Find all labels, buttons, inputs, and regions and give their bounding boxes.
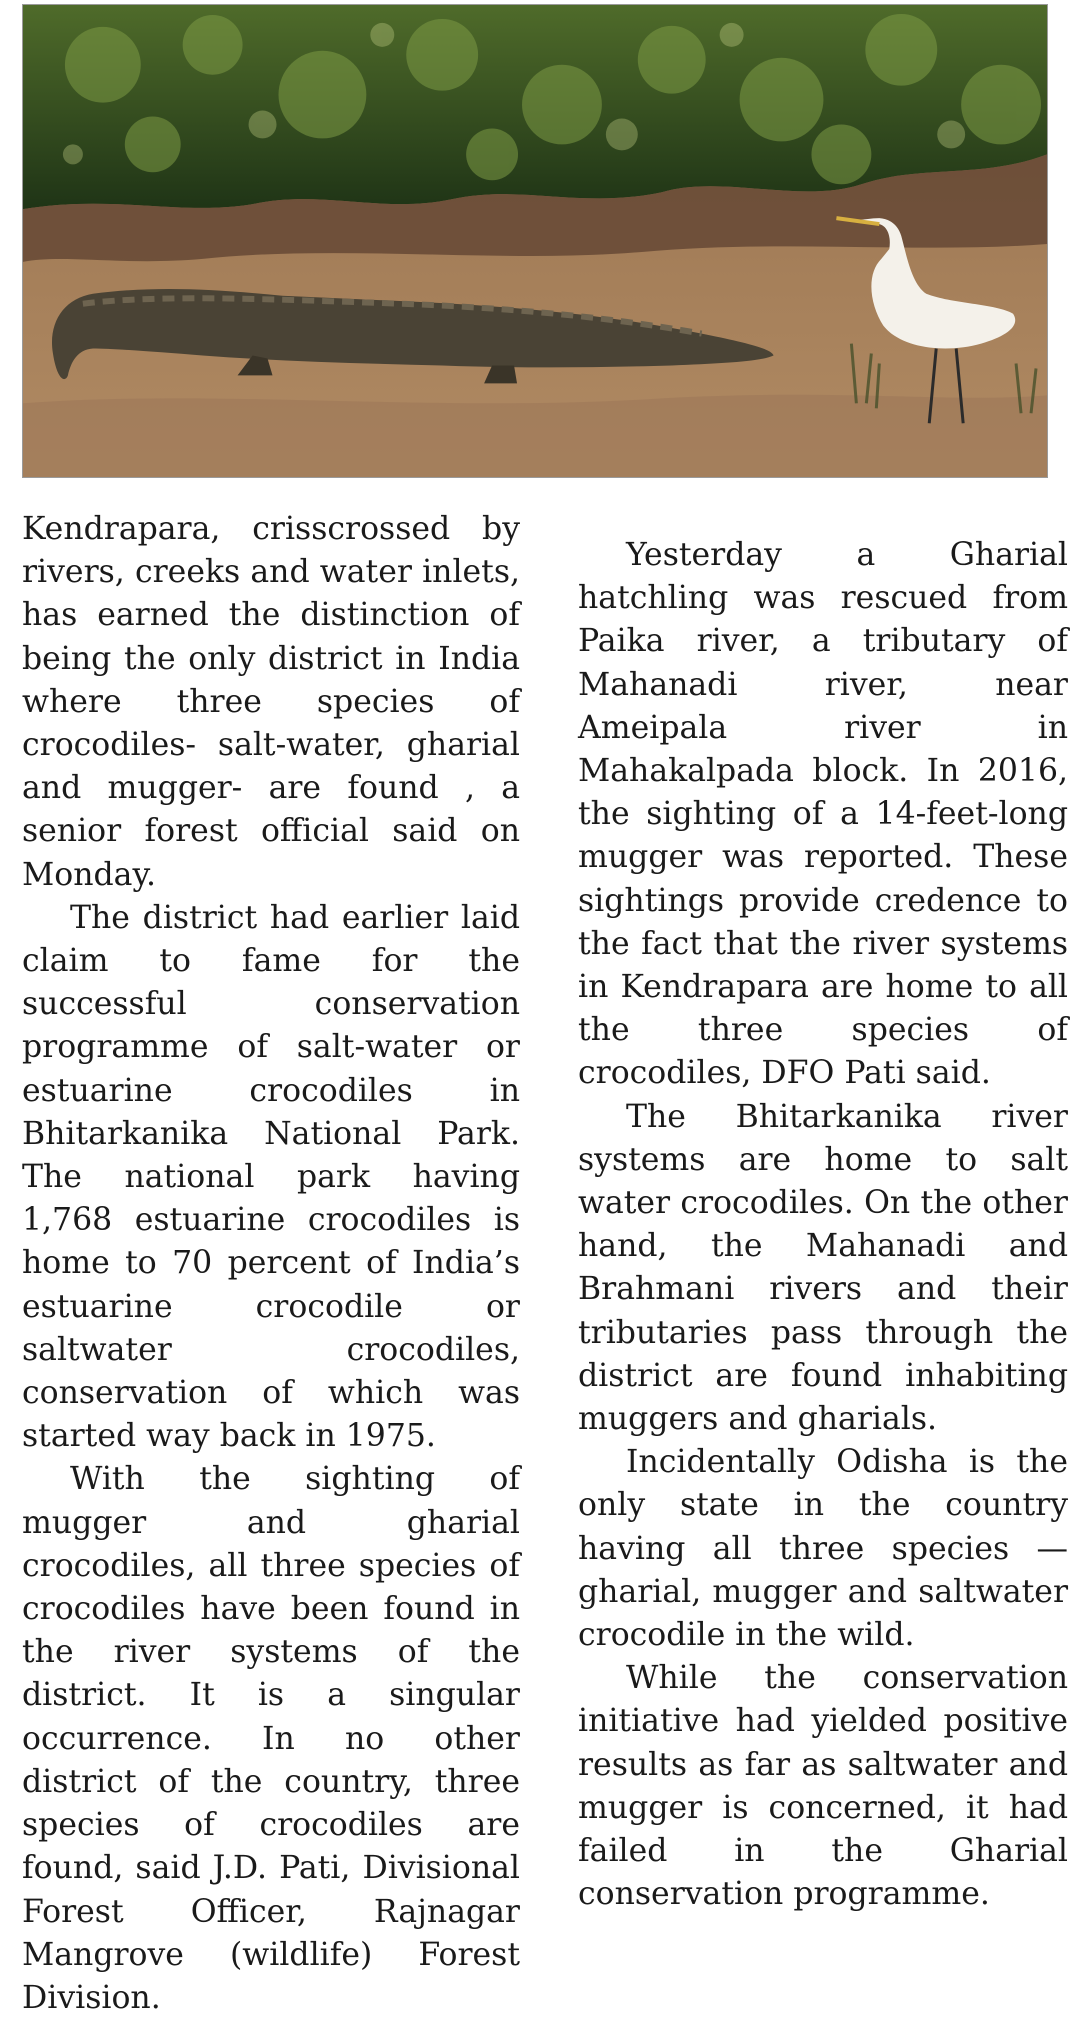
paragraph-3: With the sighting of mugger and gharial crocodiles, all three species of crocodiles have been found in the river systems of the district. It is a singular occurrence. In no other district of the country, three species of crocodiles are found, said J.D. Pati, Divisional Forest Officer, Rajnagar Mangrove (wildlife) Forest Division.: [22, 1461, 520, 2016]
paragraph-5: The Bhitarkanika river systems are home to salt water crocodiles. On the other hand, the Mahanadi and Brahmani rivers and their tributaries pass through the district are found inhabiting muggers and gharials.: [578, 1098, 1068, 1438]
crocodile-egret-image: [23, 5, 1047, 477]
paragraph-6: Incidentally Odisha is the only state in the country having all three species — gharial, mugger and saltwater crocodile in the wild.: [578, 1444, 1068, 1654]
paragraph-7: While the conservation initiative had yielded positive results as far as saltwater and mugger is concerned, it had failed in the Gharial conservation programme.: [578, 1660, 1068, 1913]
paragraph-2: The district had earlier laid claim to fame for the successful conservation programme of salt-water or estuarine crocodiles in Bhitarkanika National Park. The national park having 1,768 estuarine crocodiles is home to 70 percent of India’s estuarine crocodile or saltwater crocodiles, conservation of which was started way back in 1975.: [22, 899, 520, 1455]
article-photo: [22, 4, 1048, 478]
article-right-column: [578, 534, 1068, 1917]
article-left-column: [22, 508, 520, 2020]
paragraph-1: Kendrapara, crisscrossed by rivers, creeks and water inlets, has earned the distinction of being the only district in India where three species of crocodiles- salt-water, gharial and mugger- are found , a senior forest official said on Monday.: [22, 511, 520, 893]
paragraph-4: Yesterday a Gharial hatchling was rescued from Paika river, a tributary of Mahanadi river, near Ameipala river in Mahakalpada block. In 2016, the sighting of a 14-feet-long mugger was reported. These sightings provide credence to the fact that the river systems in Kendrapara are home to all the three species of crocodiles, DFO Pati said.: [578, 537, 1068, 1092]
